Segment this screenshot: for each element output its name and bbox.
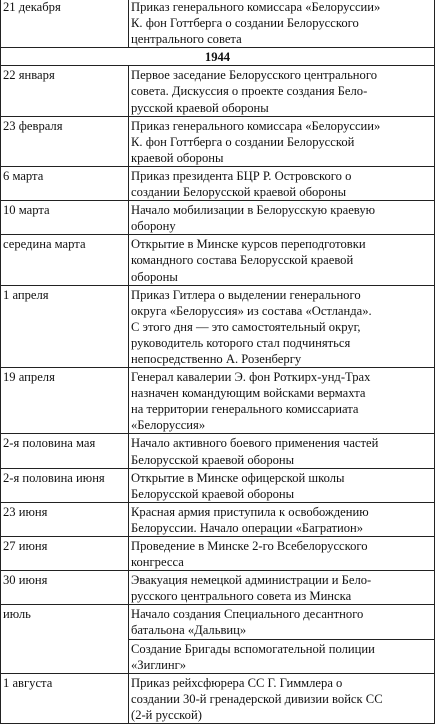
- sub-event: [129, 639, 434, 673]
- table-row: [1, 537, 435, 571]
- event-text-line: Начало мобилизации в Белорусскую краевую: [131, 203, 376, 218]
- event-text-line: Приказ генерального комиссара «Белоруссии»: [131, 0, 381, 14]
- event-date: 2-я половина мая: [1, 434, 129, 468]
- event-description: [129, 605, 435, 673]
- event-text-line: Начало активного боевого применения частей: [131, 436, 379, 451]
- event-date: 10 марта: [1, 201, 129, 235]
- event-description: [129, 235, 435, 285]
- event-text-line: Открытие в Минске курсов переподготовки: [131, 237, 366, 252]
- event-text-line: Приказ Гитлера о выделении генерального: [131, 287, 361, 302]
- event-description: [129, 537, 435, 571]
- table-row: [1, 66, 435, 116]
- year-heading: 1944: [1, 48, 435, 66]
- table-row: [1, 605, 435, 673]
- event-text-line: Белоруссии. Начало операции «Багратион»: [131, 520, 364, 535]
- event-text-line: русского центрального совета из Минска: [131, 589, 352, 604]
- event-text-line: батальона «Дальвиц»: [131, 623, 247, 638]
- event-text-line: непосредственно А. Розенбергу: [131, 351, 302, 366]
- event-date: 21 декабря: [1, 0, 129, 48]
- event-text-line: «Зиглинг»: [131, 657, 187, 672]
- event-text-line: Проведение в Минске 2-го Всебелорусского: [131, 539, 368, 553]
- event-text-line: командного состава Белорусской краевой: [131, 253, 354, 268]
- event-description: [129, 571, 435, 605]
- event-text-line: Приказ рейхсфюрера СС Г. Гиммлера о: [131, 675, 343, 690]
- event-text-line: К. фон Готтберга о создании Белорусской: [131, 134, 355, 149]
- event-text-line: Белорусской краевой обороны: [131, 486, 295, 501]
- event-description: [129, 66, 435, 116]
- event-text-line: на территории генерального комиссариата: [131, 402, 359, 417]
- table-row: [1, 502, 435, 536]
- table-row: [1, 468, 435, 502]
- event-text-line: округа «Белоруссия» из состава «Остланда».: [131, 303, 372, 318]
- event-description: [129, 0, 435, 48]
- table-row: [1, 201, 435, 235]
- event-description: [129, 285, 435, 367]
- table-row: [1, 434, 435, 468]
- event-text-line: Создание Бригады вспомогательной полиции: [131, 641, 375, 656]
- year-heading-row: [1, 48, 435, 66]
- event-date: середина марта: [1, 235, 129, 285]
- event-text-line: создании Белорусской краевой обороны: [131, 185, 347, 200]
- event-date: 23 февраля: [1, 116, 129, 166]
- event-text-line: Белорусской краевой обороны: [131, 452, 295, 467]
- event-text-line: Генерал кавалерии Э. фон Роткирх-унд-Трах: [131, 370, 371, 385]
- table-row: [1, 571, 435, 605]
- event-date: 22 января: [1, 66, 129, 116]
- event-date: 6 марта: [1, 166, 129, 200]
- chronology-table-body: [1, 0, 435, 724]
- event-text-line: создании 30-й гренадерской дивизии войск СС: [131, 691, 383, 706]
- event-date: июль: [1, 605, 129, 673]
- table-row: [1, 368, 435, 434]
- event-text-line: Первое заседание Белорусского центрального: [131, 68, 377, 83]
- event-date: 1 апреля: [1, 285, 129, 367]
- event-description: [129, 468, 435, 502]
- table-row: [1, 166, 435, 200]
- event-text-line: Начало создания Специального десантного: [131, 607, 364, 622]
- event-text-line: руководитель которого стал подчиняться: [131, 335, 351, 350]
- event-text-line: (2-й русской): [131, 707, 202, 722]
- event-description: [129, 368, 435, 434]
- event-description: [129, 673, 435, 723]
- table-row: [1, 285, 435, 367]
- event-date: 1 августа: [1, 673, 129, 723]
- event-description: [129, 166, 435, 200]
- event-date: 23 июня: [1, 502, 129, 536]
- event-text-line: краевой обороны: [131, 150, 224, 165]
- event-description: [129, 116, 435, 166]
- event-date: 30 июня: [1, 571, 129, 605]
- event-text-line: конгресса: [131, 555, 184, 570]
- event-text-line: Открытие в Минске офицерской школы: [131, 470, 345, 485]
- event-text-line: К. фон Готтберга о создании Белорусского: [131, 16, 359, 31]
- table-row: [1, 116, 435, 166]
- event-text-line: русской краевой обороны: [131, 100, 269, 115]
- event-text-line: Эвакуация немецкой администрации и Бело-: [131, 573, 372, 588]
- event-text-line: оборону: [131, 219, 176, 234]
- event-description: [129, 502, 435, 536]
- table-row: [1, 673, 435, 723]
- table-row: [1, 235, 435, 285]
- sub-event: [131, 606, 432, 638]
- table-row: [1, 0, 435, 48]
- event-date: 27 июня: [1, 537, 129, 571]
- event-text-line: Приказ президента БЦР Р. Островского о: [131, 168, 352, 183]
- event-description: [129, 434, 435, 468]
- event-text-line: Приказ генерального комиссара «Белоруссии»: [131, 118, 381, 133]
- event-text-line: «Белоруссия»: [131, 418, 206, 433]
- event-text-line: обороны: [131, 269, 178, 284]
- event-text-line: С этого дня — это самостоятельный округ,: [131, 319, 361, 334]
- event-date: 19 апреля: [1, 368, 129, 434]
- event-date: 2-я половина июня: [1, 468, 129, 502]
- event-text-line: центрального совета: [131, 32, 242, 47]
- event-text-line: совета. Дискуссия о проекте создания Бело-: [131, 84, 368, 99]
- event-text-line: назначен командующим войсками вермахта: [131, 386, 366, 401]
- event-text-line: Красная армия приступила к освобождению: [131, 504, 369, 519]
- event-description: [129, 201, 435, 235]
